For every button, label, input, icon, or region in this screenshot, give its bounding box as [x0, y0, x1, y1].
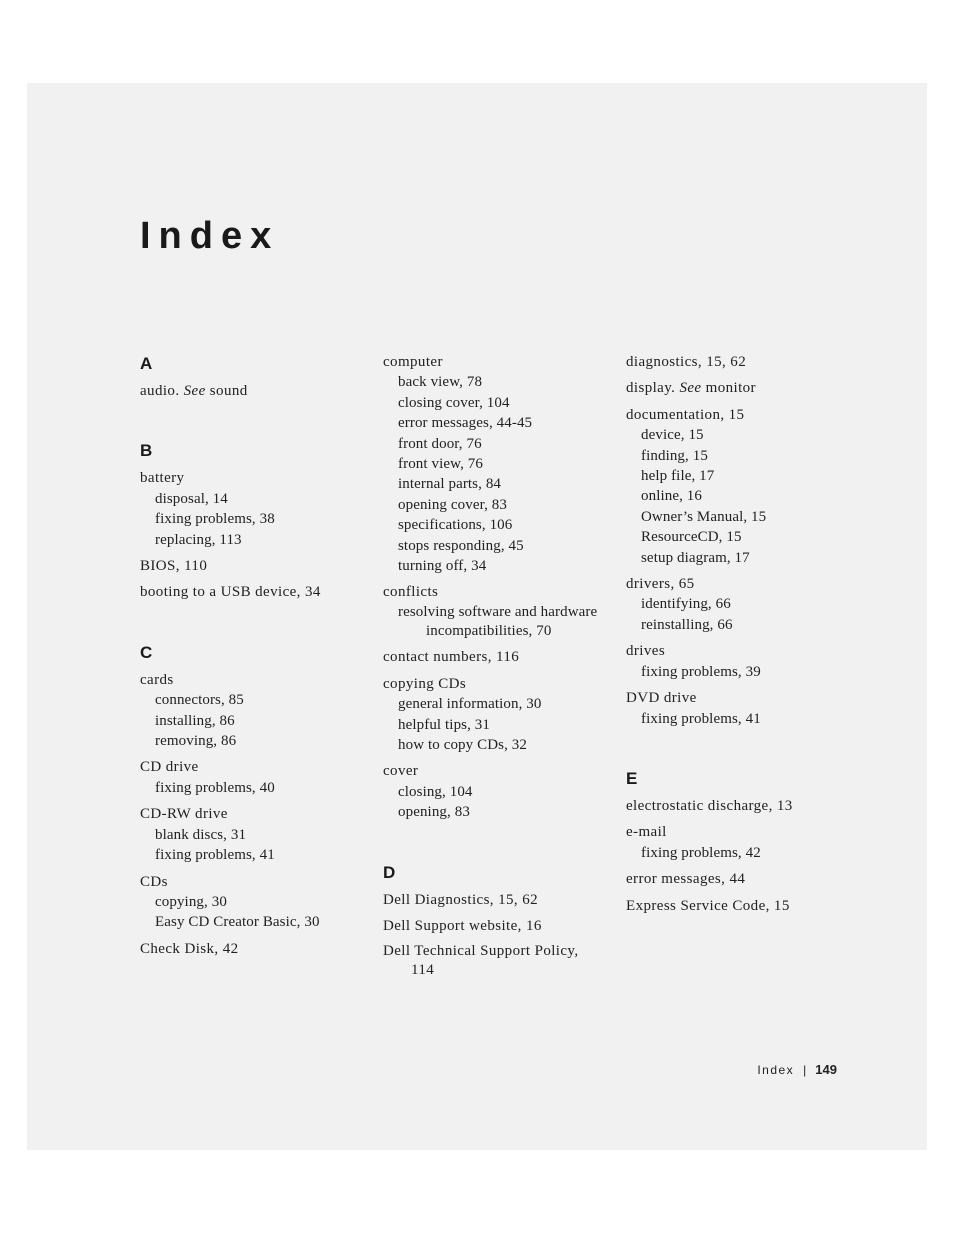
entry-main: Express Service Code, 15 — [626, 897, 790, 914]
entry-main: booting to a USB device, 34 — [140, 584, 321, 601]
entry-sub: specifications, 106 — [398, 517, 513, 534]
entry-main: copying CDs — [383, 675, 467, 692]
entry-main: battery — [140, 470, 185, 487]
entry-main: cover — [383, 763, 419, 780]
entry-sub: installing, 86 — [155, 712, 235, 729]
entry-sub: how to copy CDs, 32 — [398, 736, 527, 753]
entry-sub: copying, 30 — [155, 893, 227, 910]
index-entry-copying-cds — [383, 674, 618, 756]
index-entry-dell-technical-support — [383, 942, 618, 979]
entry-sub: setup diagram, 17 — [641, 549, 750, 566]
entry-sub: error messages, 44-45 — [398, 415, 533, 432]
entry-sub: internal parts, 84 — [398, 476, 502, 493]
entry-main: diagnostics, 15, 62 — [626, 354, 747, 370]
entry-main: e-mail — [626, 824, 667, 841]
entry-sub: ResourceCD, 15 — [641, 529, 742, 546]
page-number: 149 — [815, 1062, 837, 1077]
entry-sub: device, 15 — [641, 427, 704, 444]
entry-sub: fixing problems, 41 — [155, 847, 275, 864]
entry-text: audio. — [140, 383, 184, 399]
entry-sub: Owner’s Manual, 15 — [641, 508, 767, 525]
index-entry-electrostatic — [626, 796, 861, 816]
section-letter-b: B — [140, 441, 153, 461]
footer-separator: | — [803, 1063, 807, 1077]
entry-sub: connectors, 85 — [155, 692, 244, 709]
entry-sub: disposal, 14 — [155, 490, 228, 507]
entry-main: conflicts — [383, 584, 439, 601]
index-entry-email — [626, 822, 861, 863]
index-entry-drivers — [626, 574, 861, 635]
index-entry-dell-diagnostics — [383, 890, 618, 910]
entry-main: documentation, 15 — [626, 406, 745, 423]
entry-sub: finding, 15 — [641, 447, 708, 464]
entry-sub: identifying, 66 — [641, 596, 731, 613]
index-entry-conflicts — [383, 582, 618, 641]
entry-main: contact numbers, 116 — [383, 649, 520, 666]
entry-sub: fixing problems, 39 — [641, 663, 761, 680]
entry-main: electrostatic discharge, 13 — [626, 797, 793, 814]
index-entry-display — [626, 378, 861, 398]
entry-main: Dell Support website, 16 — [383, 917, 542, 934]
entry-main: drives — [626, 643, 666, 660]
entry-sub: stops responding, 45 — [398, 537, 524, 554]
index-entry-check-disk — [140, 939, 375, 959]
index-entry-booting — [140, 582, 375, 602]
entry-sub: closing, 104 — [398, 783, 473, 800]
section-letter-e: E — [626, 768, 638, 788]
index-entry-bios — [140, 556, 375, 576]
entry-main: CD-RW drive — [140, 806, 228, 823]
entry-main: CD drive — [140, 759, 199, 776]
entry-main: CDs — [140, 873, 168, 890]
entry-main: Dell Diagnostics, 15, 62 — [383, 891, 539, 908]
entry-sub: online, 16 — [641, 488, 702, 505]
section-letter-d: D — [383, 862, 396, 882]
entry-sub: removing, 86 — [155, 733, 237, 750]
entry-sub: fixing problems, 41 — [641, 710, 761, 727]
index-column-2 — [383, 352, 618, 979]
entry-sub: Easy CD Creator Basic, 30 — [155, 914, 320, 931]
entry-main: error messages, 44 — [626, 871, 746, 888]
index-entry-cd-drive — [140, 757, 375, 798]
entry-sub: general information, 30 — [398, 696, 542, 713]
index-entry-cover — [383, 761, 618, 822]
index-column-1 — [140, 352, 375, 959]
index-column-3 — [626, 352, 861, 916]
footer-section-name: Index — [757, 1063, 795, 1077]
index-entry-cards — [140, 670, 375, 752]
entry-sub: reinstalling, 66 — [641, 616, 733, 633]
index-entry-dvd-drive — [626, 688, 861, 729]
index-entry-audio — [140, 381, 375, 401]
see-reference: See — [183, 383, 206, 399]
entry-main: BIOS, 110 — [140, 558, 208, 575]
entry-sub: fixing problems, 38 — [155, 511, 275, 528]
section-letter-c: C — [140, 642, 153, 662]
index-entry-diagnostics — [626, 352, 861, 372]
page-footer — [757, 1061, 837, 1079]
index-entry-express-service-code — [626, 896, 861, 916]
entry-main: Dell Technical Support Policy, 114 — [383, 943, 579, 978]
index-entry-drives — [626, 641, 861, 682]
index-entry-battery — [140, 468, 375, 550]
entry-sub: fixing problems, 42 — [641, 844, 761, 861]
entry-sub: closing cover, 104 — [398, 394, 510, 411]
index-entry-dell-support-website — [383, 916, 618, 936]
index-entry-cds — [140, 872, 375, 933]
entry-sub: help file, 17 — [641, 468, 715, 485]
index-entry-error-messages — [626, 869, 861, 889]
entry-text: sound — [205, 383, 248, 399]
entry-text: display. — [626, 380, 680, 397]
entry-sub: turning off, 34 — [398, 558, 487, 575]
section-letter-a: A — [140, 354, 153, 373]
entry-sub: front view, 76 — [398, 456, 483, 473]
entry-sub: blank discs, 31 — [155, 826, 247, 843]
entry-main: drivers, 65 — [626, 576, 695, 593]
entry-sub: resolving software and hardware incompatibilities, 70 — [398, 603, 598, 640]
entry-main: Check Disk, 42 — [140, 940, 239, 957]
see-reference: See — [679, 380, 702, 397]
entry-main: DVD drive — [626, 690, 697, 707]
index-entry-computer — [383, 352, 618, 576]
entry-sub: back view, 78 — [398, 374, 483, 391]
entry-sub: opening, 83 — [398, 804, 470, 821]
page-title: Index — [140, 215, 280, 257]
index-entry-cdrw-drive — [140, 804, 375, 865]
entry-main: cards — [140, 671, 174, 688]
index-entry-contact-numbers — [383, 647, 618, 667]
entry-main: computer — [383, 354, 443, 370]
entry-sub: opening cover, 83 — [398, 496, 507, 513]
entry-sub: fixing problems, 40 — [155, 779, 275, 796]
entry-sub: helpful tips, 31 — [398, 716, 491, 733]
entry-sub: replacing, 113 — [155, 531, 242, 548]
index-entry-documentation — [626, 405, 861, 568]
entry-sub: front door, 76 — [398, 435, 482, 452]
entry-text: monitor — [701, 380, 756, 397]
